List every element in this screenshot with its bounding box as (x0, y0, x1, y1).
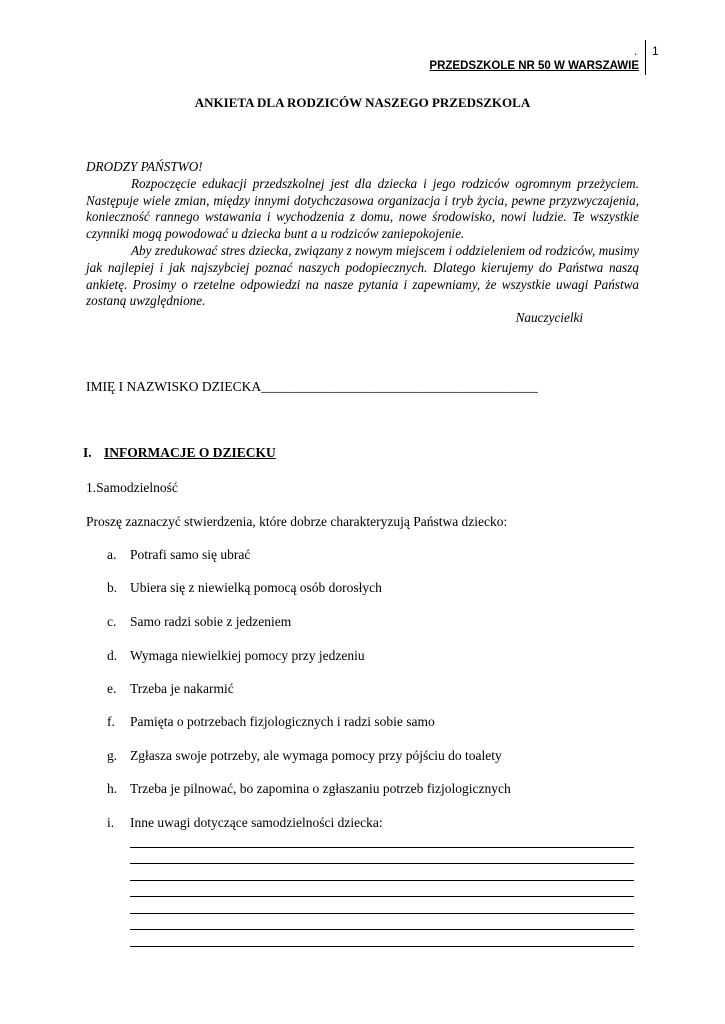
document-title: ANKIETA DLA RODZICÓW NASZEGO PRZEDSZKOLA (194, 95, 531, 110)
option-text: Pamięta o potrzebach fizjologicznych i radzi sobie samo (130, 714, 435, 729)
option-item (107, 648, 365, 664)
option-letter: b. (107, 580, 118, 595)
option-letter: a. (107, 547, 117, 562)
answer-line (130, 946, 634, 947)
option-item (107, 748, 502, 764)
option-text: Zgłasza swoje potrzeby, ale wymaga pomocy przy pójściu do toalety (130, 748, 502, 763)
page-number: 1 (652, 44, 659, 58)
option-item (107, 580, 382, 596)
intro-letter (86, 159, 639, 327)
option-text: Trzeba je nakarmić (130, 681, 234, 696)
school-name-header: PRZEDSZKOLE NR 50 W WARSZAWIE (429, 60, 639, 72)
option-text: Wymaga niewielkiej pomocy przy jedzeniu (130, 648, 365, 663)
option-letter: h. (107, 781, 118, 796)
option-letter: e. (107, 681, 117, 696)
answer-line (130, 847, 634, 848)
section-heading (83, 445, 276, 461)
option-text: Ubiera się z niewielką pomocą osób dorosłych (130, 580, 382, 595)
option-item (107, 781, 511, 797)
answer-line (130, 929, 634, 930)
option-text: Samo radzi sobie z jedzeniem (130, 614, 292, 629)
answer-line (130, 913, 634, 914)
option-text: Trzeba je pilnować, bo zapomina o zgłaszaniu potrzeb fizjologicznych (130, 781, 511, 796)
child-name-field: IMIĘ I NAZWISKO DZIECKA_________________________________________ (86, 379, 538, 394)
option-letter: d. (107, 648, 118, 663)
answer-line (130, 880, 634, 881)
answer-line (130, 863, 634, 864)
option-letter: c. (107, 614, 117, 629)
subsection-title: 1.Samodzielność (86, 480, 178, 495)
answer-line (130, 896, 634, 897)
option-letter: g. (107, 748, 118, 763)
option-item (107, 681, 234, 697)
section-number: I. (83, 445, 92, 460)
intro-paragraph-2: Aby zredukować stres dziecka, związany z nowym miejscem i oddzieleniem od rodziców, musimy jak najlepiej i jak najszybciej poznać naszych podopiecznych. Dlatego kierujemy do Państwa naszą ankietę. Prosimy o rzetelne odpowiedzi na nasze pytania i zapewniamy, że wszystkie uwagi Państwa zostaną uwzględnione. (86, 242, 639, 309)
option-item (107, 614, 291, 630)
option-letter: i. (107, 815, 115, 830)
option-item (107, 547, 250, 563)
question-prompt: Proszę zaznaczyć stwierdzenia, które dobrze charakteryzują Państwa dziecko: (86, 514, 508, 529)
option-item (107, 714, 435, 730)
section-title: INFORMACJE O DZIECKU (104, 445, 276, 460)
option-letter: f. (107, 714, 115, 729)
header-divider (645, 40, 646, 75)
option-item (107, 815, 383, 831)
intro-paragraph-1: Rozpoczęcie edukacji przedszkolnej jest dla dziecka i jego rodziców ogromnym przeżyciem. Następuje wiele zmian, między innymi dotychczasowa organizacja i tryb życia, pewne przyzwyczajenia, konieczność rannego wstawania i wychodzenia z domu, nowe środowisko, nowi ludzie. Te wszystkie czynniki mogą powodować u dziecka bunt a u rodziców zaniepokojenie. (86, 175, 639, 242)
intro-signature: Nauczycielki (515, 310, 583, 326)
option-text: Potrafi samo się ubrać (130, 547, 251, 562)
option-text: Inne uwagi dotyczące samodzielności dziecka: (130, 815, 383, 830)
header-dot: . (634, 44, 638, 58)
intro-greeting: DRODZY PAŃSTWO! (86, 159, 203, 174)
